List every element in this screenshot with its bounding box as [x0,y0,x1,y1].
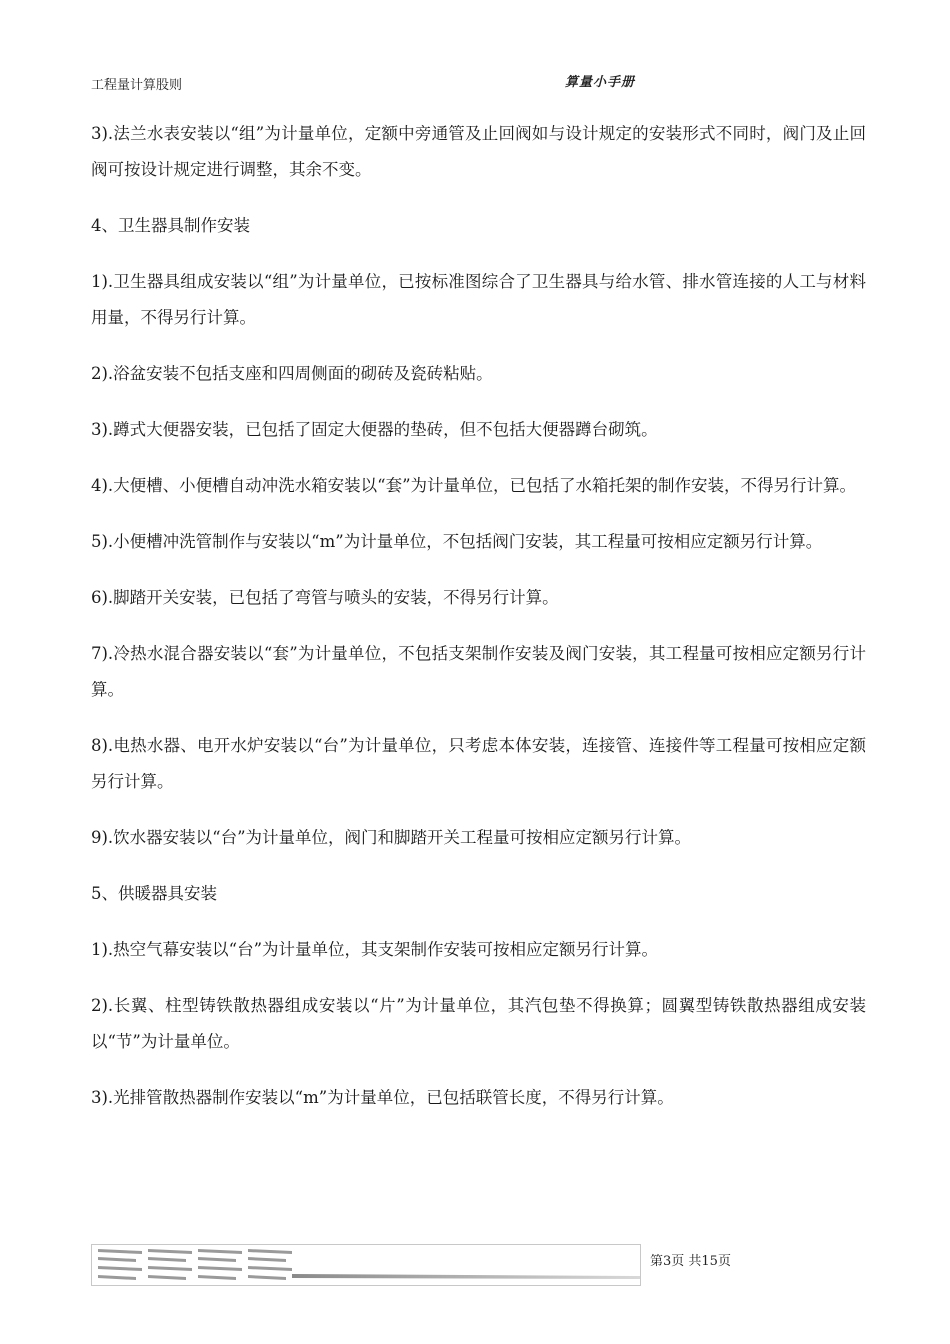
paragraph-3: 1).卫生器具组成安装以“组”为计量单位，已按标准图综合了卫生器具与给水管、排水管连接的人工与材料用量，不得另行计算。 [91,272,866,327]
paragraph-5: 3).蹲式大便器安装，已包括了固定大便器的垫砖，但不包括大便器蹲台砌筑。 [91,420,658,439]
section-heading-4: 4、卫生器具制作安装 [91,216,250,235]
paragraph-8: 6).脚踏开关安装，已包括了弯管与喷头的安装，不得另行计算。 [91,588,559,607]
paragraph-4: 2).浴盆安装不包括支座和四周侧面的砌砖及瓷砖粘贴。 [91,364,493,383]
paragraph-7: 5).小便槽冲洗管制作与安装以“m”为计量单位，不包括阀门安装，其工程量可按相应定额另行计算。 [91,532,823,551]
paragraph-14: 2).长翼、柱型铸铁散热器组成安装以“片”为计量单位，其汽包垫不得换算；圆翼型铸铁散热器组成安装以“节”为计量单位。 [91,996,866,1051]
document-body [91,116,866,1136]
footer-stripes-graphic [92,1245,641,1286]
paragraph-13: 1).热空气幕安装以“台”为计量单位，其支架制作安装可按相应定额另行计算。 [91,940,659,959]
paragraph-11: 9).饮水器安装以“台”为计量单位，阀门和脚踏开关工程量可按相应定额另行计算。 [91,828,692,847]
paragraph-15: 3).光排管散热器制作安装以“m”为计量单位，已包括联管长度，不得另行计算。 [91,1088,674,1107]
section-heading-5: 5、供暖器具安装 [91,884,217,903]
footer-decoration-box [91,1244,641,1286]
header-left-title: 工程量计算股则 [91,78,183,93]
page-number: 第3页 共15页 [650,1254,731,1269]
header-right-title: 算量小手册 [565,75,636,90]
paragraph-1: 3).法兰水表安装以“组”为计量单位，定额中旁通管及止回阀如与设计规定的安装形式不同时，阀门及止回阀可按设计规定进行调整，其余不变。 [91,124,866,179]
paragraph-9: 7).冷热水混合器安装以“套”为计量单位，不包括支架制作安装及阀门安装，其工程量可按相应定额另行计算。 [91,644,866,699]
paragraph-10: 8).电热水器、电开水炉安装以“台”为计量单位，只考虑本体安装，连接管、连接件等工程量可按相应定额另行计算。 [91,736,866,791]
paragraph-6: 4).大便槽、小便槽自动冲洗水箱安装以“套”为计量单位，已包括了水箱托架的制作安装，不得另行计算。 [91,476,857,495]
